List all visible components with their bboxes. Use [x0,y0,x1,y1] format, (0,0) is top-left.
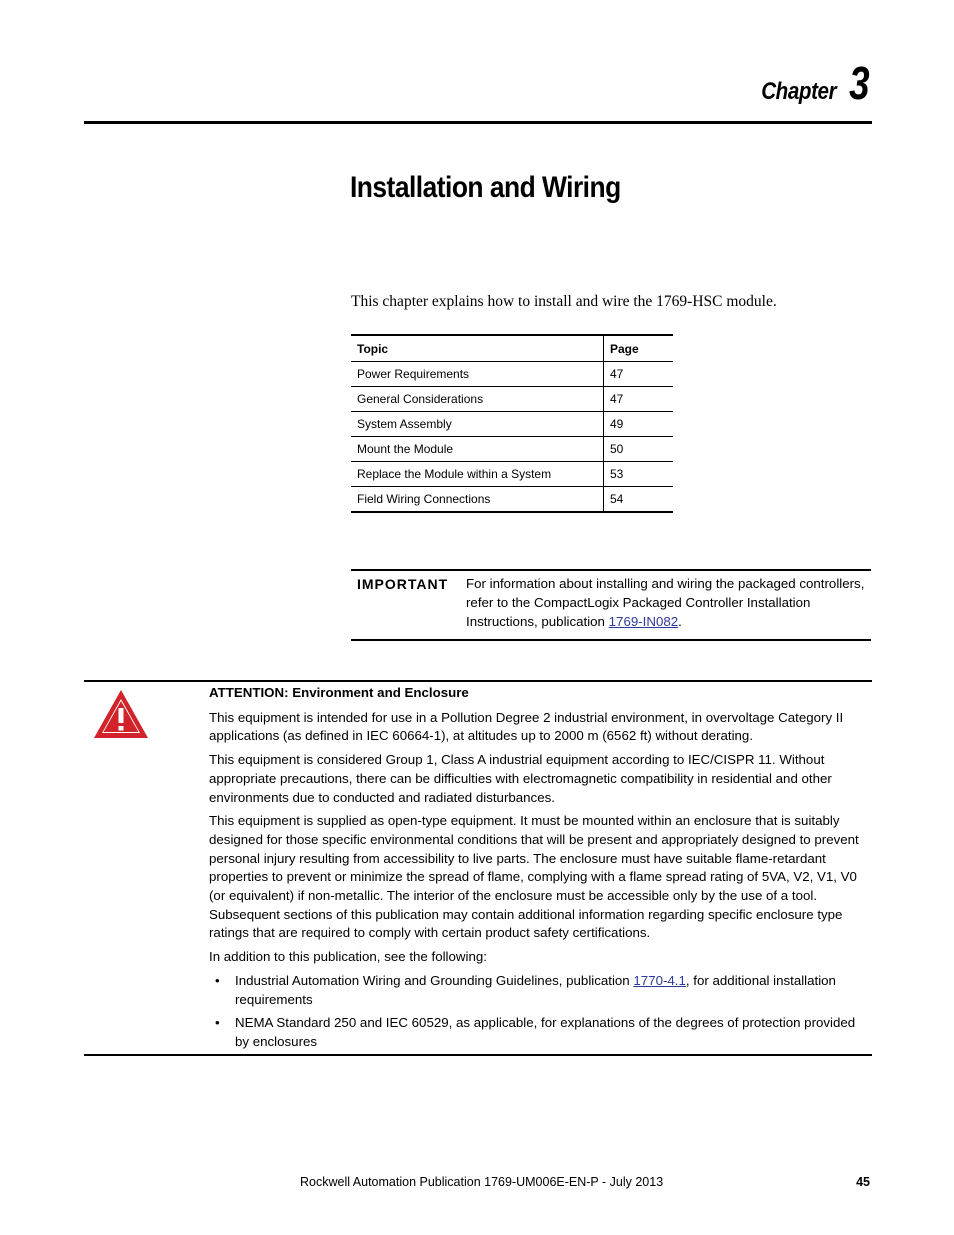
important-text-end: . [678,614,682,629]
attention-paragraph: This equipment is intended for use in a Pollution Degree 2 industrial environment, in overvoltage Category II applications (as defined in IEC 60664-1), at altitudes up to 2000 m (6562 ft) without derating. [209,709,844,744]
page-cell: 47 [604,387,674,412]
list-item [209,972,871,1009]
chapter-label: Chapter [761,78,837,105]
table-row[interactable] [351,412,673,437]
page-cell: 54 [604,487,674,513]
topic-cell: Field Wiring Connections [351,487,604,513]
topic-cell: General Considerations [351,387,604,412]
page-cell: 53 [604,462,674,487]
table-header-row [351,335,673,362]
chapter-heading [749,57,870,109]
important-label: IMPORTANT [357,576,449,592]
topic-cell: Replace the Module within a System [351,462,604,487]
attention-paragraph: In addition to this publication, see the following: [209,949,487,965]
bullet-text-end: , for additional installation requirements [235,972,836,1007]
page-cell: 47 [604,362,674,387]
attention-paragraph: This equipment is considered Group 1, Class A industrial equipment according to IEC/CISPR 11. Without appropriate precautions, there can be difficulties with electromagnetic compatibility in residential and other environments due to conducted and radiated disturbances. [209,752,832,805]
page-cell: 49 [604,412,674,437]
header-topic: Topic [351,335,604,362]
reference-list [209,972,871,1052]
table-row[interactable] [351,487,673,513]
attention-block [84,680,872,1056]
page-cell: 50 [604,437,674,462]
important-text-body: For information about installing and wiring the packaged controllers, refer to the CompactLogix Packaged Controller Installation Instructions, publication [466,576,865,629]
chapter-number: 3 [849,57,870,109]
topic-table [351,334,673,513]
attention-paragraph: This equipment is supplied as open-type equipment. It must be mounted within an enclosure that is suitably designed for those specific environmental conditions that will be present and appropriately designed to prevent personal injury resulting from accessibility to live parts. The enclosure must have suitable flame-retardant properties to prevent or minimize the spread of flame, complying with a flame spread rating of 5VA, V2, V1, V0 (or equivalent) if non-metallic. The interior of the enclosure must be accessible only by the use of a tool. Subsequent sections of this publication may contain additional information regarding specific enclosure type ratings that are required to comply with certain product safety certifications. [209,813,859,941]
topic-cell: Mount the Module [351,437,604,462]
page-title: Installation and Wiring [350,171,621,204]
topic-cell: Power Requirements [351,362,604,387]
attention-title: ATTENTION: Environment and Enclosure [209,685,469,700]
table-row[interactable] [351,437,673,462]
publication-link-1769-in082[interactable]: 1769-IN082 [608,614,679,629]
table-row[interactable] [351,362,673,387]
important-text [466,574,871,631]
bullet-text: NEMA Standard 250 and IEC 60529, as applicable, for explanations of the degrees of protection provided by enclosures [235,1015,856,1049]
table-row[interactable] [351,387,673,412]
footer-publication: Rockwell Automation Publication 1769-UM006E-EN-P - July 2013 [300,1175,664,1189]
important-box [351,569,871,641]
publication-link-1770-4-1[interactable]: 1770-4.1 [633,972,686,988]
table-row[interactable] [351,462,673,487]
bullet-text: Industrial Automation Wiring and Grounding Guidelines, publication [235,972,634,988]
chapter-rule [84,121,872,124]
list-item [209,1014,871,1051]
header-page: Page [604,335,674,362]
topic-cell: System Assembly [351,412,604,437]
page-number: 45 [856,1175,870,1189]
warning-triangle-icon [92,688,150,740]
intro-text: This chapter explains how to install and wire the 1769-HSC module. [351,293,777,310]
attention-content [209,684,871,1057]
